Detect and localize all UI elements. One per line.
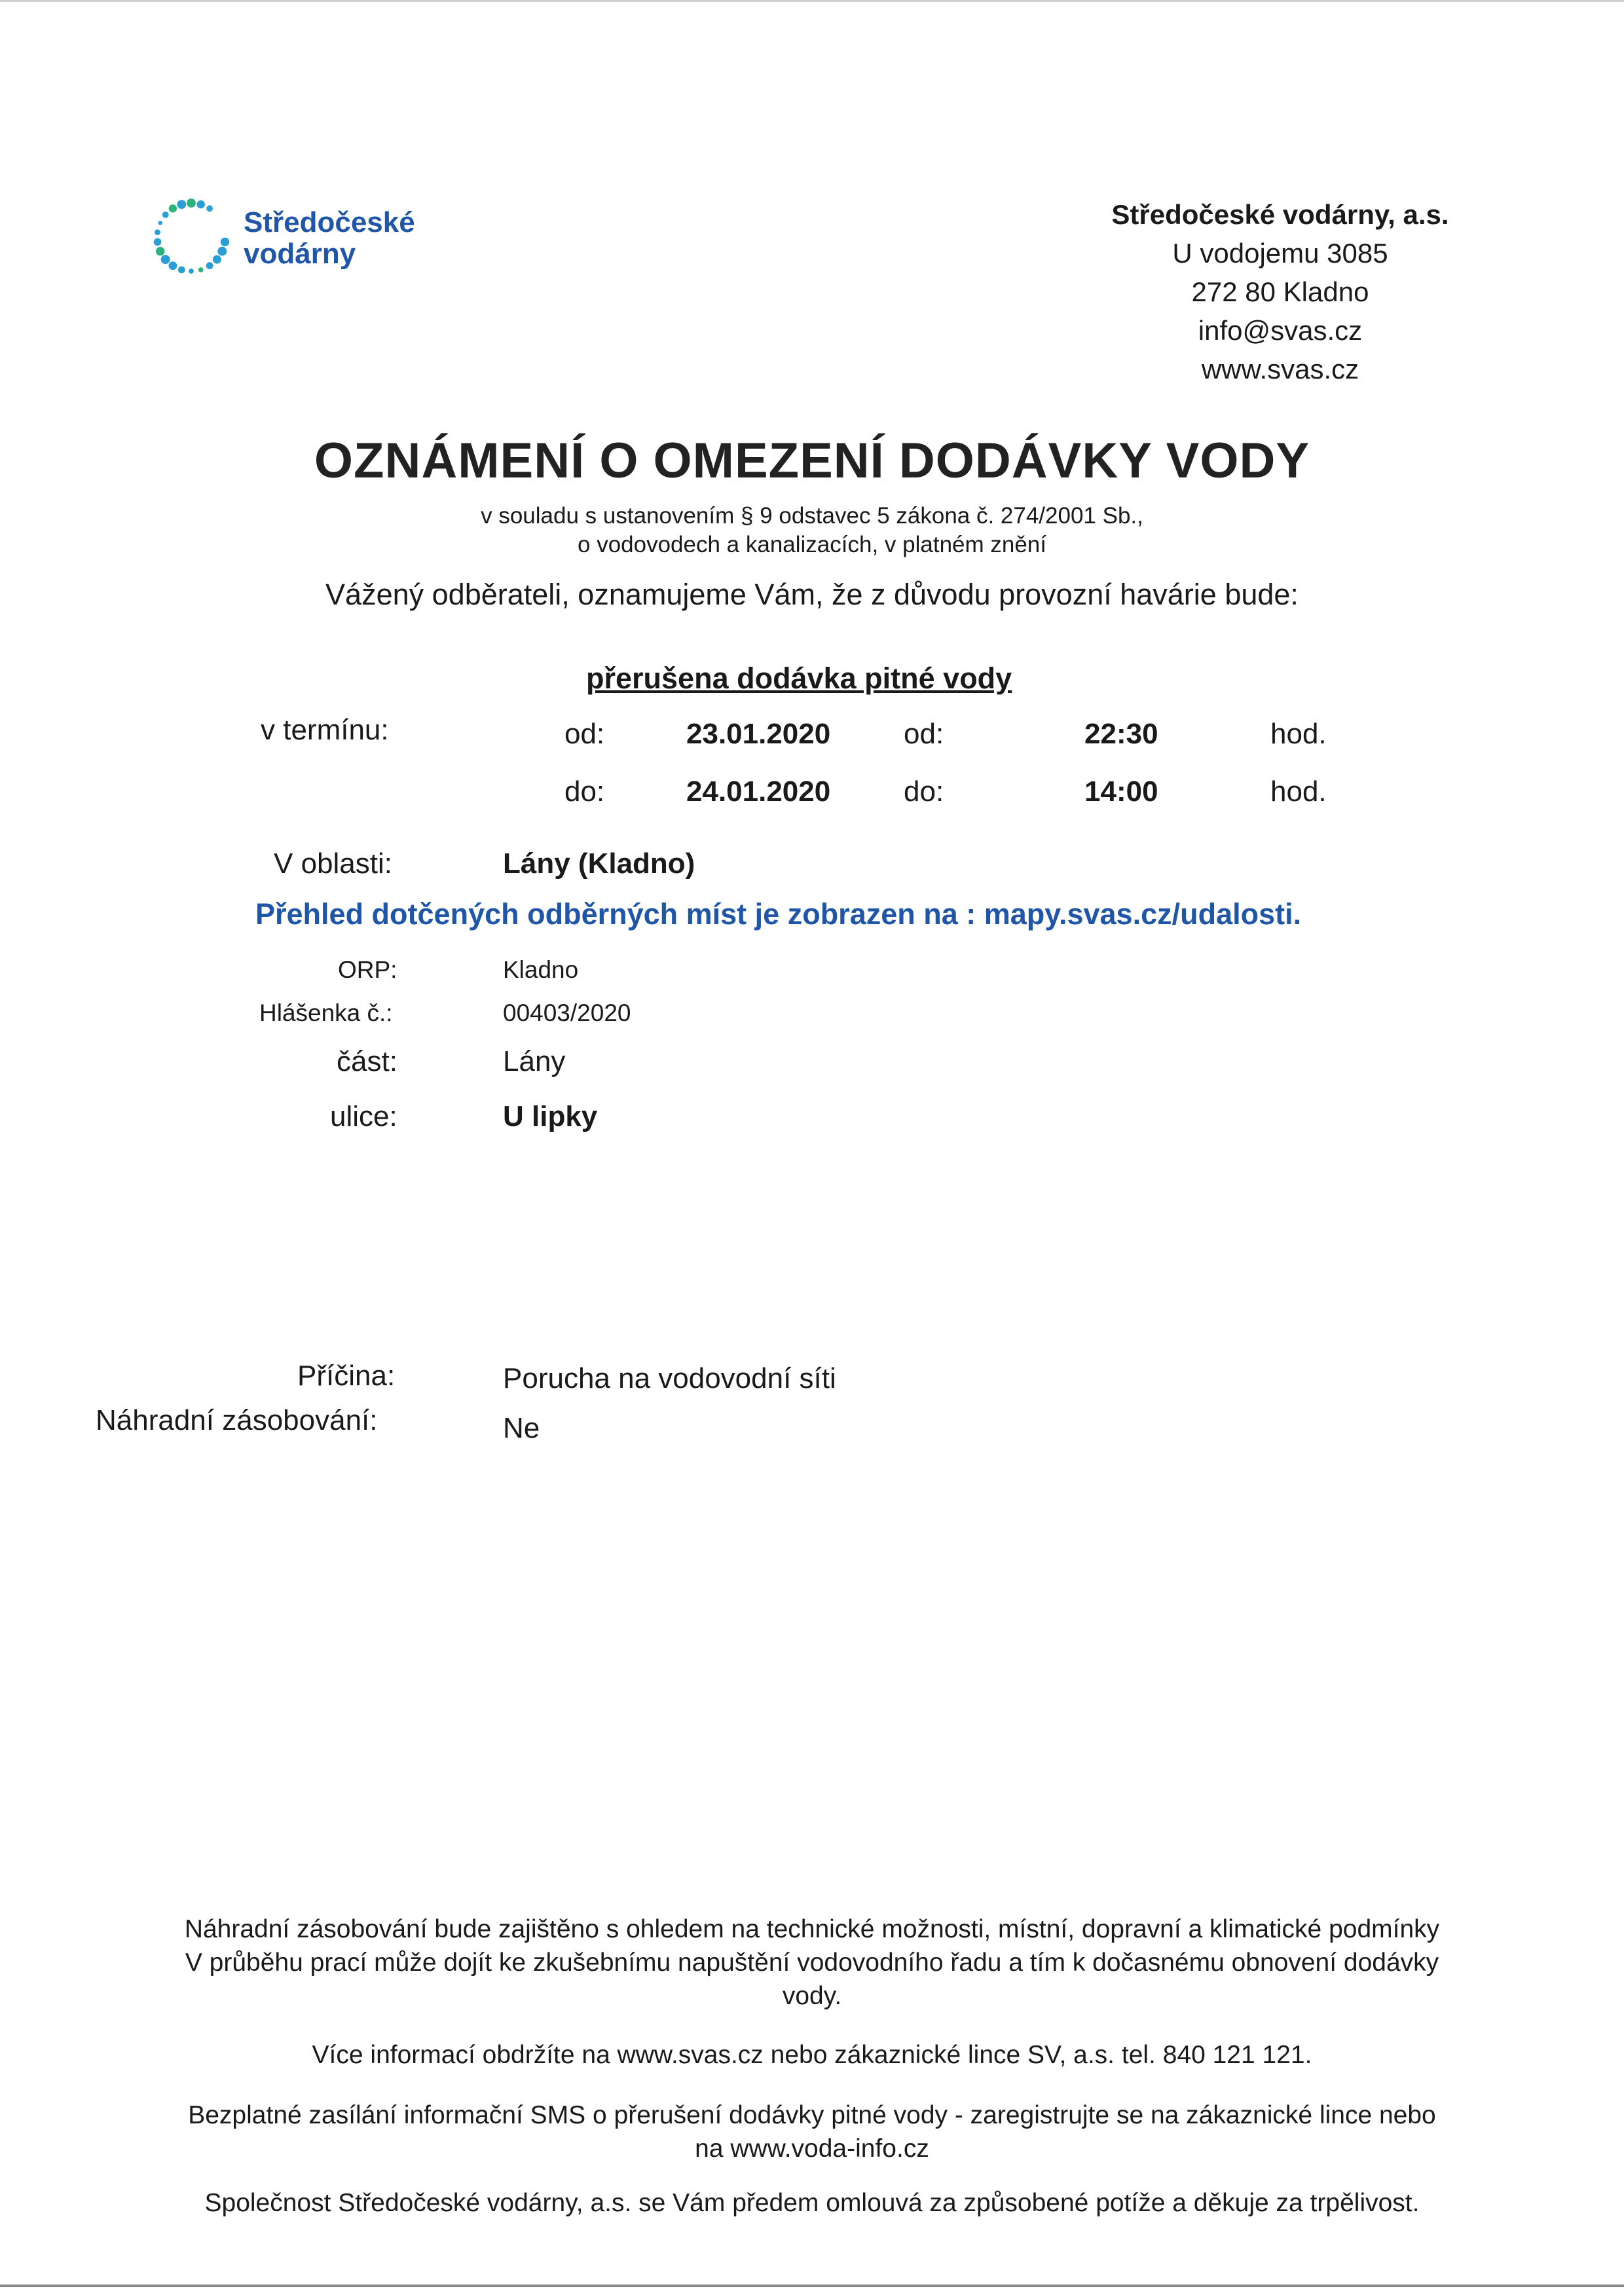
address-city: 272 80 Kladno — [1191, 276, 1369, 307]
supply-label: Náhradní zásobování: — [96, 1404, 378, 1436]
footer-p1-line2: V průběhu prací může dojít ke zkušebnímu napuštění vodovodního řadu a tím k dočasnému obnovení dodávky — [185, 1949, 1439, 1977]
footer-p3-line1: Bezplatné zasílání informační SMS o přerušení dodávky pitné vody - zaregistrujte se na zákaznické lince nebo — [188, 2101, 1436, 2129]
footer-sms — [92, 2099, 1532, 2165]
logo-dot — [169, 204, 177, 212]
part-label: část: — [337, 1045, 397, 1077]
from-date-label: od: — [564, 718, 605, 750]
to-time-label: do: — [904, 775, 944, 808]
area-label: V oblasti: — [274, 848, 392, 880]
footer-p3-line2: na www.voda-info.cz — [695, 2135, 929, 2163]
logo-dot — [213, 255, 221, 264]
logo-dot — [221, 238, 229, 246]
logo-dot — [198, 267, 204, 272]
logo-line1: Středočeské — [244, 206, 415, 238]
logo-dot — [217, 247, 227, 256]
outage-headline: přerušena dodávka pitné vody — [586, 662, 1012, 695]
logo-wordmark — [244, 207, 415, 270]
footer-contact: Více informací obdržíte na www.svas.cz nebo zákaznické lince SV, a.s. tel. 840 121 121. — [312, 2041, 1312, 2069]
street-label: ulice: — [330, 1100, 397, 1132]
logo-dot — [162, 212, 169, 218]
logo-dot — [161, 255, 170, 264]
greeting: Vážený odběrateli, oznamujeme Vám, že z důvodu provozní havárie bude: — [325, 578, 1299, 611]
to-date-label: do: — [564, 775, 605, 808]
company-address — [1048, 195, 1513, 388]
logo-dot — [189, 269, 194, 274]
to-date: 24.01.2020 — [686, 775, 831, 808]
logo-dot — [206, 262, 213, 269]
supply-value: Ne — [503, 1412, 540, 1444]
address-web: www.svas.cz — [1201, 354, 1359, 384]
logo-dot — [177, 200, 186, 209]
to-unit: hod. — [1270, 775, 1327, 808]
report-value: 00403/2020 — [503, 999, 631, 1026]
report-label: Hlášenka č.: — [259, 999, 393, 1026]
logo-dot — [206, 205, 213, 212]
street-value: U lipky — [503, 1100, 598, 1132]
from-date: 23.01.2020 — [686, 718, 831, 750]
to-time: 14:00 — [1084, 775, 1158, 808]
legal-reference: v souladu s ustanovením § 9 odstavec 5 zákona č. 274/2001 Sb., — [481, 503, 1143, 529]
scan-edge-bottom — [0, 2285, 1624, 2287]
orp-label: ORP: — [338, 956, 397, 983]
logo-dot — [187, 198, 196, 208]
logo-dot — [158, 221, 162, 225]
address-street: U vodojemu 3085 — [1172, 238, 1388, 269]
logo-dot — [155, 229, 160, 235]
company-name: Středočeské vodárny, a.s. — [1111, 199, 1449, 230]
footer-p1-line3: vody. — [782, 1982, 842, 2010]
from-time: 22:30 — [1084, 718, 1158, 750]
term-label: v termínu: — [261, 714, 389, 746]
logo-dot — [178, 267, 185, 274]
address-email: info@svas.cz — [1198, 315, 1363, 346]
logo-dot — [197, 200, 205, 208]
legal-reference-2: o vodovodech a kanalizacích, v platném znění — [578, 532, 1046, 557]
from-unit: hod. — [1270, 718, 1327, 750]
logo-dot — [168, 261, 177, 270]
part-value: Lány — [503, 1045, 566, 1077]
affected-places-notice: Přehled dotčených odběrných míst je zobrazen na : mapy.svas.cz/udalosti. — [255, 897, 1302, 931]
scan-edge-top — [0, 0, 1624, 2]
from-time-label: od: — [904, 718, 944, 750]
cause-value: Porucha na vodovodní síti — [503, 1362, 836, 1394]
cause-label: Příčina: — [297, 1360, 396, 1392]
logo-dot — [156, 247, 164, 255]
orp-value: Kladno — [503, 956, 579, 983]
footer-p1-line1: Náhradní zásobování bude zajištěno s ohledem na technické možnosti, místní, dopravní a klimatické podmínky — [184, 1915, 1440, 1943]
logo-dot — [154, 238, 162, 246]
footer-paragraph-1 — [92, 1912, 1532, 2013]
area-value: Lány (Kladno) — [503, 848, 695, 880]
footer-apology: Společnost Středočeské vodárny, a.s. se Vám předem omlouvá za způsobené potíže a děkuje za trpělivost. — [204, 2189, 1420, 2217]
logo-line2: vodárny — [244, 238, 356, 270]
document-title: OZNÁMENÍ O OMEZENÍ DODÁVKY VODY — [314, 433, 1310, 489]
